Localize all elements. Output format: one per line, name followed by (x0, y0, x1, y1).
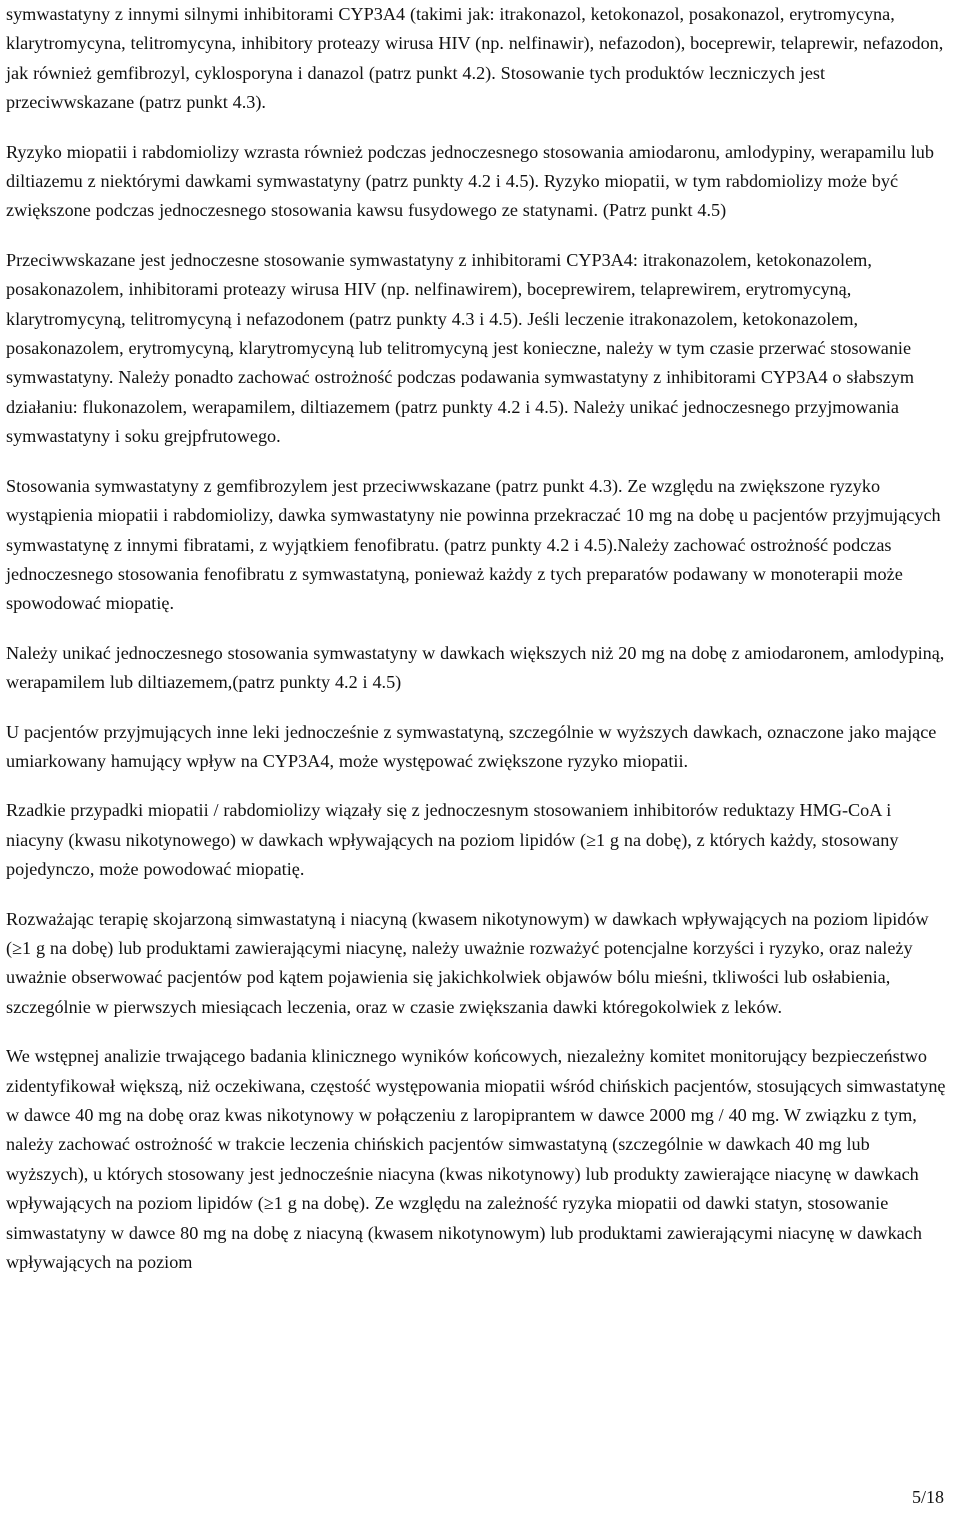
paragraph-cyp3a4-inhibitors: symwastatyny z innymi silnymi inhibitorami CYP3A4 (takimi jak: itrakonazol, ketokonazol, posakonazol, erytromycyna, klarytromycyna, telitromycyna, inhibitory proteazy wirusa HIV (np. nelfinawir), nefazodon), boceprewir, telaprewir, nefazodon, jak również gemfibrozyl, cyklosporyna i danazol (patrz punkt 4.2). Stosowanie tych produktów leczniczych jest przeciwwskazane (patrz punkt 4.3). (6, 4, 944, 113)
page-number: 5/18 (911, 1487, 944, 1507)
paragraph-contraindications: Przeciwwskazane jest jednoczesne stosowanie symwastatyny z inhibitorami CYP3A4: itrakonazolem, ketokonazolem, posakonazolem, inhibitorami proteazy wirusa HIV (np. nelfinawirem), boceprewirem, telaprewirem, erytromycyną, klarytromycyną, telitromycyną i nefazodonem (patrz punkty 4.3 i 4.5). Jeśli leczenie itrakonazolem, ketokonazolem, posakonazolem, erytromycyną, klarytromycyną lub telitromycyną jest konieczne, należy w tym czasie przerwać stosowanie symwastatyny. Należy ponadto zachować ostrożność podczas podawania symwastatyny z inhibitorami CYP3A4 o słabszym działaniu: flukonazolem, werapamilem, diltiazemem (patrz punkty 4.2 i 4.5). Należy unikać jednoczesnego przyjmowania symwastatyny i soku grejpfrutowego. (6, 249, 915, 447)
paragraph-niacin-cases: Rzadkie przypadki miopatii / rabdomiolizy wiązały się z jednoczesnym stosowaniem inhibitorów reduktazy HMG-CoA i niacyny (kwasu nikotynowego) w dawkach wpływających na poziom lipidów (≥1 g na dobę), z których każdy, stosowany pojedynczo, może powodować miopatię. (6, 800, 899, 880)
paragraph-clinical-trial: We wstępnej analizie trwającego badania klinicznego wyników końcowych, niezależny komitet monitorujący bezpieczeństwo zidentyfikował większą, niż oczekiwana, częstość występowania miopatii wśród chińskich pacjentów, stosujących simwastatynę w dawce 40 mg na dobę oraz kwas nikotynowy w połączeniu z laropiprantem w dawce 2000 mg / 40 mg. W związku z tym, należy zachować ostrożność w trakcie leczenia chińskich pacjentów simwastatyną (szczególnie w dawkach 40 mg lub wyższych), u których stosowany jest jednocześnie niacyna (kwas nikotynowy) lub produkty zawierające niacynę w dawkach wpływających na poziom lipidów (≥1 g na dobę). Ze względu na zależność ryzyka miopatii od dawki statyn, stosowanie simwastatyny w dawce 80 mg na dobę z niacyną (kwasem nikotynowym) lub produktami zawierającymi niacynę w dawkach wpływających na poziom (6, 1046, 946, 1273)
paragraph-myopathy-risk: Ryzyko miopatii i rabdomiolizy wzrasta również podczas jednoczesnego stosowania amiodaronu, amlodypiny, werapamilu lub diltiazemu z niektórymi dawkami symwastatyny (patrz punkty 4.2 i 4.5). Ryzyko miopatii, w tym rabdomiolizy może być zwiększone podczas jednoczesnego stosowania kawsu fusydowego ze statynami. (Patrz punkt 4.5) (6, 141, 934, 221)
paragraph-moderate-inhibitors: U pacjentów przyjmujących inne leki jednocześnie z symwastatyną, szczególnie w wyższych dawkach, oznaczone jako mające umiarkowany hamujący wpływ na CYP3A4, może występować zwiększone ryzyko miopatii. (6, 721, 937, 771)
paragraph-combination-therapy: Rozważając terapię skojarzoną simwastatyną i niacyną (kwasem nikotynowym) w dawkach wpływających na poziom lipidów (≥1 g na dobę) lub produktami zawierającymi niacynę, należy uważnie rozważyć potencjalne korzyści i ryzyko, oraz należy uważnie obserwować pacjentów pod kątem pojawienia się jakichkolwiek objawów bólu mieśni, tkliwości lub osłabienia, szczególnie w pierwszych miesiącach leczenia, oraz w czasie zwiększania dawki któregokolwiek z leków. (6, 908, 929, 1017)
paragraph-dose-limit: Należy unikać jednoczesnego stosowania symwastatyny w dawkach większych niż 20 mg na dobę z amiodaronem, amlodypiną, werapamilem lub diltiazemem,(patrz punkty 4.2 i 4.5) (6, 642, 945, 693)
paragraph-gemfibrozil: Stosowania symwastatyny z gemfibrozylem jest przeciwwskazane (patrz punkt 4.3). Ze względu na zwiększone ryzyko wystąpienia miopatii i rabdomiolizy, dawka symwastatyny nie powinna przekraczać 10 mg na dobę u pacjentów przyjmujących symwastatynę z innymi fibratami, z wyjątkiem fenofibratu. (patrz punkty 4.2 i 4.5).Należy zachować ostrożność podczas jednoczesnego stosowania fenofibratu z symwastatyną, ponieważ każdy z tych preparatów podawany w monoterapii może spowodować miopatię. (6, 475, 941, 614)
document-page (6, 0, 952, 1277)
